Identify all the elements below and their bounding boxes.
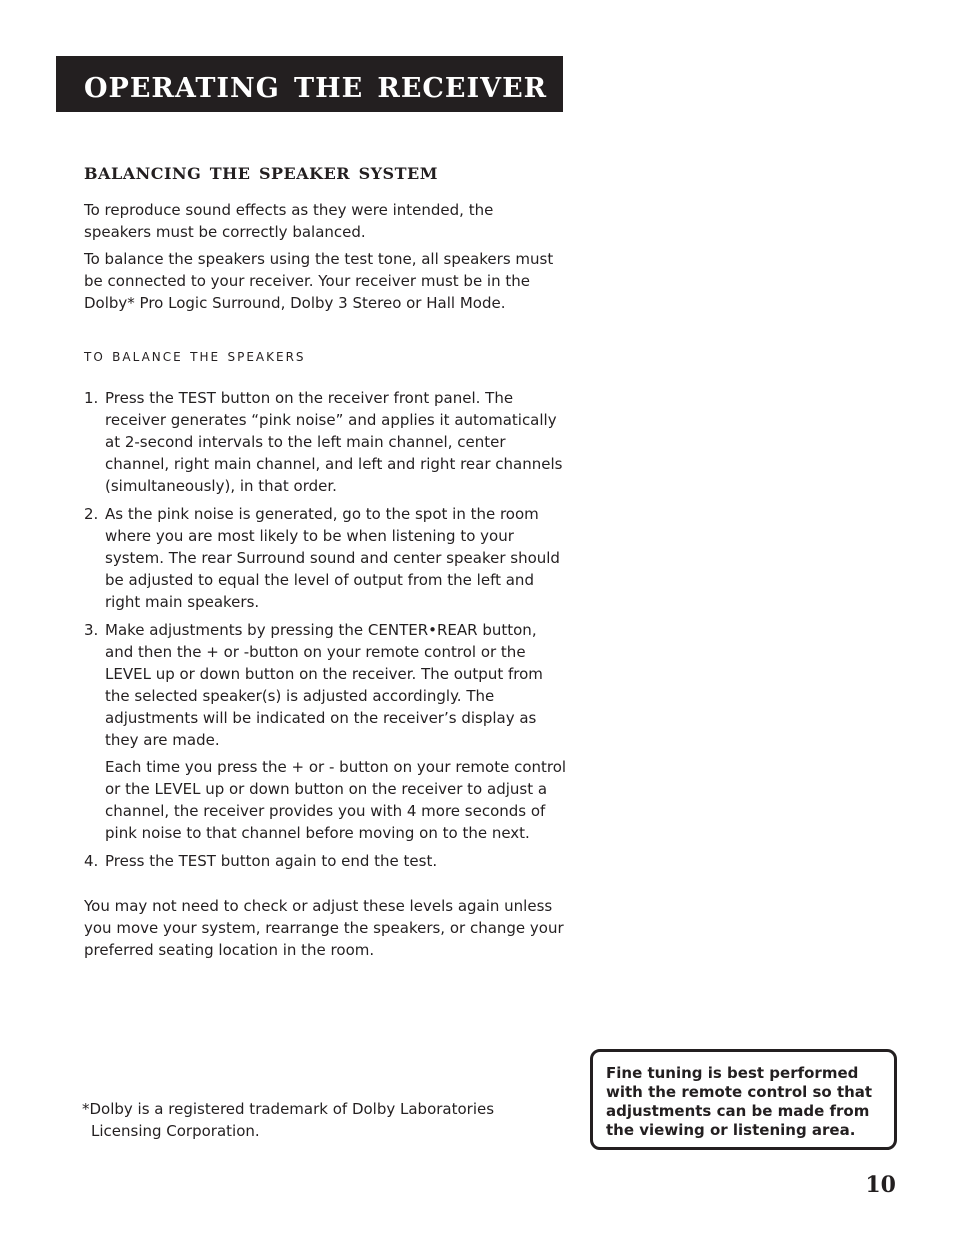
step-text: Make adjustments by pressing the CENTER•REAR button, and then the + or -button on your remote control or the LEVEL up or down button on the receiver. The output from the selected speaker(s) is adjusted accordingly. The adjustments will be indicated on the receiver’s display as they are made.	[105, 621, 543, 749]
intro-paragraph: To balance the speakers using the test tone, all speakers must be connected to your receiver. Your receiver must be in the Dolby* Pro Logic Surround, Dolby 3 Stereo or Hall Mode.	[84, 250, 554, 312]
steps-list	[84, 387, 568, 878]
list-item	[84, 387, 568, 497]
tip-box	[590, 1049, 897, 1150]
step-number: 1.	[84, 389, 99, 407]
footnote	[82, 1098, 542, 1142]
step-text: As the pink noise is generated, go to the spot in the room where you are most likely to be when listening to your system. The rear Surround sound and center speaker should be adjusted to equal the level of output from the left and right main speakers.	[105, 505, 560, 611]
step-text: Press the TEST button on the receiver front panel. The receiver generates “pink noise” and applies it automatically at 2-second intervals to the left main channel, center channel, right main channel, and left and right rear channels (simultaneously), in that order.	[105, 389, 563, 495]
footnote-line: *Dolby is a registered trademark of Dolby Laboratories	[82, 1100, 495, 1118]
step-extra-text: Each time you press the + or - button on your remote control or the LEVEL up or down button on the receiver to adjust a channel, the receiver provides you with 4 more seconds of pink noise to that channel before moving on to the next.	[105, 758, 567, 842]
step-number: 4.	[84, 852, 99, 870]
closing-paragraph: You may not need to check or adjust these levels again unless you move your system, rearrange the speakers, or change your preferred seating location in the room.	[84, 897, 564, 959]
footnote-line: Licensing Corporation.	[91, 1122, 260, 1140]
list-item	[84, 503, 568, 613]
subheading: to balance the speakers	[84, 346, 306, 366]
step-number: 3.	[84, 621, 99, 639]
intro-text	[84, 199, 564, 319]
step-number: 2.	[84, 505, 99, 523]
step-text: Press the TEST button again to end the test.	[105, 852, 438, 870]
intro-paragraph: To reproduce sound effects as they were intended, the speakers must be correctly balanced.	[84, 201, 494, 241]
section-heading: balancing the speaker system	[84, 158, 438, 185]
page-number: 10	[865, 1172, 896, 1198]
list-item	[84, 619, 568, 844]
list-item	[84, 850, 568, 872]
tip-text: Fine tuning is best performed with the remote control so that adjustments can be made from the viewing or listening area.	[606, 1064, 873, 1139]
chapter-banner	[56, 56, 563, 112]
chapter-title: operating the receiver	[84, 61, 548, 106]
